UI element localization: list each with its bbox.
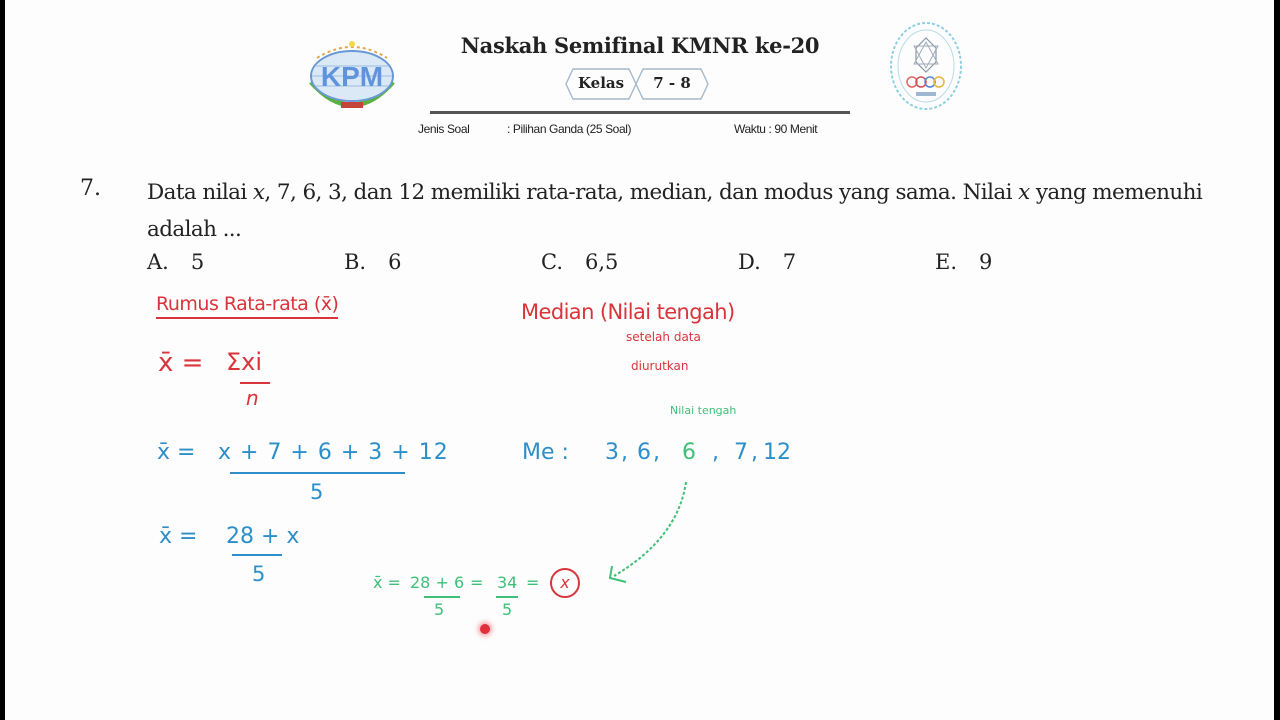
kelas-label: Kelas	[577, 74, 625, 92]
right-letterbox	[1274, 0, 1280, 720]
question-text: Data nilai x, 7, 6, 3, dan 12 memiliki rata-rata, median, dan modus yang sama. Nilai x yang memenuhi adalah ...	[147, 180, 1203, 242]
arrow-icon	[600, 478, 700, 588]
result-denominator: 5	[434, 600, 445, 619]
median-seq-5: 12	[763, 440, 791, 465]
step2-lhs: x̄ =	[159, 524, 198, 549]
option-c[interactable]: C. 6,5	[541, 250, 619, 274]
rumus-denominator: n	[246, 386, 259, 410]
step2-fraction-bar	[232, 554, 282, 556]
rumus-title: Rumus Rata-rata (x̄)	[156, 293, 338, 319]
median-seq-1: 3	[605, 440, 619, 465]
result-numerator-2: 34	[497, 573, 518, 592]
median-seq-3: 6	[682, 440, 696, 465]
step1-fraction-bar	[230, 472, 405, 474]
kelas-value-hex	[635, 68, 709, 98]
header-divider	[430, 111, 850, 114]
jenis-soal-label: Jenis Soal	[418, 122, 470, 136]
median-note-2: diurutkan	[631, 359, 689, 373]
rumus-numerator: Σxi	[226, 348, 263, 376]
svg-text:KPM: KPM	[320, 61, 384, 92]
result-denominator-2: 5	[502, 600, 513, 619]
result-lhs: x̄ =	[373, 573, 401, 592]
median-tag: Nilai tengah	[670, 404, 737, 417]
comma: ,	[621, 440, 628, 465]
result-fraction-bar-2	[496, 596, 518, 598]
median-title: Median (Nilai tengah)	[521, 300, 735, 324]
jenis-soal-value: : Pilihan Ganda (25 Soal)	[507, 122, 632, 136]
option-a[interactable]: A. 5	[147, 250, 205, 274]
rumus-lhs: x̄ =	[158, 348, 204, 378]
median-seq-label: Me :	[522, 440, 569, 465]
question-number: 7.	[80, 176, 101, 201]
step1-lhs: x̄ =	[157, 440, 196, 465]
step1-numerator: x + 7 + 6 + 3 + 12	[218, 440, 449, 465]
option-e[interactable]: E. 9	[935, 250, 993, 274]
comma: ,	[653, 440, 660, 465]
rumus-fraction-bar	[240, 382, 270, 384]
result-numerator: 28 + 6	[410, 573, 465, 592]
kpm-logo-icon	[303, 36, 401, 112]
pen-cursor	[480, 624, 490, 634]
kelas-badge	[565, 68, 709, 100]
comma: ,	[751, 440, 758, 465]
kelas-value: 7 - 8	[653, 74, 691, 92]
olympiad-emblem-icon	[888, 20, 964, 112]
kelas-label-hex	[565, 68, 637, 98]
result-fraction-bar	[424, 596, 460, 598]
step2-numerator: 28 + x	[226, 524, 300, 549]
comma: ,	[712, 440, 719, 465]
median-seq-4: 7	[734, 440, 748, 465]
waktu-text: Waktu : 90 Menit	[734, 122, 818, 136]
option-b[interactable]: B. 6	[344, 250, 402, 274]
median-seq-2: 6	[637, 440, 651, 465]
result-equals-2: =	[526, 573, 540, 592]
step2-denominator: 5	[252, 562, 266, 586]
step1-denominator: 5	[310, 480, 324, 504]
circled-answer: x	[550, 568, 580, 598]
document-title: Naskah Semifinal KMNR ke-20	[460, 33, 820, 58]
median-note-1: setelah data	[626, 330, 701, 344]
option-d[interactable]: D. 7	[738, 250, 797, 274]
result-equals: =	[470, 573, 484, 592]
